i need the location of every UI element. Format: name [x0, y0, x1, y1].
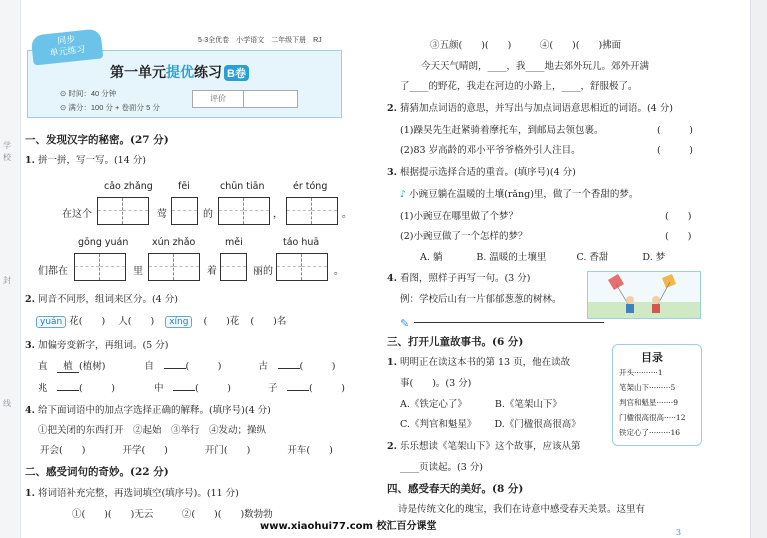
blank-word[interactable]: 人( )	[118, 316, 155, 327]
writing-grid[interactable]	[171, 197, 198, 225]
writing-grid[interactable]	[286, 197, 338, 225]
sound-icon: ♪	[400, 189, 407, 200]
stem-sentence: ♪ 小豌豆躺在温暖的土壤(rǎng)里，做了一个香甜的梦。	[400, 189, 639, 200]
ribbon-line2: 单元练习	[48, 44, 86, 58]
sentence-text: 里	[133, 266, 143, 277]
sentence-text: 的	[203, 209, 213, 220]
section-heading: 二、感受词句的奇妙。(22 分)	[25, 466, 169, 478]
table-of-contents	[612, 344, 702, 446]
sentence-text: 们都在	[38, 266, 68, 277]
pinyin-tag: yuán	[36, 316, 66, 328]
scrollbar[interactable]	[750, 0, 767, 538]
option-row: A.《铁定心了》 B.《笔架山下》	[400, 399, 562, 410]
question: 2. 猜猜加点词语的意思，并写出与加点词语意思相近的词语。(4 分)	[387, 103, 673, 114]
blank-word[interactable]: ( )花	[203, 316, 240, 327]
pinyin: táo huā	[283, 237, 320, 248]
toc-item: 门楹很高很高·····12	[619, 413, 686, 422]
fill-line[interactable]: 今天天气晴朗，____，我____地去郊外玩儿。郊外开满	[421, 61, 650, 72]
sentence-text: 着	[207, 266, 217, 277]
evaluation-label: 评价	[193, 91, 244, 107]
question: 2. 乐乐想读《笔架山下》这个故事，应该从第	[387, 441, 581, 452]
toc-title: 目录	[641, 351, 663, 364]
example-sentence: 例：学校后山有一片郁郁葱葱的树林。	[400, 294, 562, 305]
evaluation-box[interactable]	[192, 90, 298, 108]
fill-line[interactable]: 了____的野花，我走在河边的小路上，____，舒服极了。	[400, 81, 638, 92]
section-heading: 四、感受春天的美好。(8 分)	[387, 483, 524, 495]
pencil-icon: ✎	[400, 317, 410, 330]
question: 1. 明明正在读这本书的第 13 页，他在读故	[387, 357, 571, 368]
question: 4. 给下面词语中的加点字选择正确的解释。(填序号)(4 分)	[25, 405, 271, 416]
time-text: 时间：40 分钟	[68, 89, 117, 98]
question: 4. 看图，照样子再写一句。(3 分)	[387, 273, 531, 284]
question: 1. 拼一拼，写一写。(14 分)	[25, 155, 146, 166]
answer-row[interactable]: 开会( ) 开学( ) 开门( ) 开车( )	[40, 445, 333, 456]
version-badge: B卷	[224, 65, 249, 81]
pinyin: xún zhǎo	[152, 237, 196, 248]
sentence-text: 丽的	[253, 266, 273, 277]
ribbon-line1: 同步	[56, 34, 76, 46]
writing-grid[interactable]	[74, 253, 126, 281]
question: 3. 加偏旁变新字，再组词。(5 分)	[25, 340, 169, 351]
writing-grid[interactable]	[220, 253, 247, 281]
watermark-url: www.xiaohui77.com 校汇百分课堂	[260, 521, 437, 532]
sentence-text: 。	[334, 266, 344, 277]
sentence-text: ，	[273, 209, 283, 220]
section-text: 诗是传统文化的瑰宝，我们在诗意中感受春天美景。这里有	[398, 504, 646, 515]
sentence-text: 在这个	[62, 209, 92, 220]
time-limit: ⊙ 时间：40 分钟	[60, 89, 117, 98]
toc-item: 笔架山下·········5	[619, 383, 676, 392]
section-heading: 三、打开儿童故事书。(6 分)	[387, 336, 524, 348]
pinyin-tag: xíng	[165, 316, 192, 328]
pinyin: cǎo zhǎng	[104, 181, 153, 192]
title-highlight: 提优	[166, 64, 194, 80]
question-cont[interactable]: ____页读起。(3 分)	[400, 462, 483, 473]
toc-item: 开头··········1	[619, 368, 663, 377]
radical-row: 直 植 (植树) 自 ( ) 古 ( )	[38, 358, 335, 373]
pinyin: ér tóng	[293, 181, 328, 192]
fill-row[interactable]: ①( )( )无云 ②( )( )数勃勃	[72, 509, 273, 520]
margin-label: 校	[3, 153, 11, 162]
option-row: A. 躺 B. 温暖的土壤里 C. 香甜 D. 梦	[420, 252, 666, 263]
writing-grid[interactable]	[276, 253, 328, 281]
fill-row[interactable]: ③五颜( )( ) ④( )( )拂面	[430, 40, 622, 51]
question: 1. 将词语补充完整，再选词填空(填序号)。(11 分)	[25, 488, 239, 499]
page-number: 3	[676, 528, 682, 537]
answer-blank[interactable]: ( )	[665, 211, 692, 222]
pinyin: chūn tiān	[220, 181, 265, 192]
answer-blank[interactable]: ( )	[665, 231, 692, 242]
pinyin: gōng yuán	[78, 237, 129, 248]
title-pre: 第一单元	[110, 64, 166, 80]
question: 3. 根据提示选择合适的重音。(填序号)(4 分)	[387, 167, 576, 178]
toc-item: 判官和魁星·······9	[619, 398, 678, 407]
sub-question: (2)83 岁高龄的邓小平爷爷格外引人注目。	[400, 145, 581, 156]
blank-word[interactable]: ( )名	[250, 316, 287, 327]
options-line: ①把关闭的东西打开 ②起始 ③举行 ④发动；操纵	[38, 425, 267, 436]
homophone-row	[36, 313, 286, 327]
margin-label: 封	[3, 276, 11, 285]
page-title	[110, 62, 249, 82]
binding-margin	[0, 0, 21, 538]
pinyin: fēi	[178, 181, 190, 192]
radical-row: 兆 ( ) 中 ( ) 子 ( )	[38, 383, 345, 394]
kids-flying-kites-illustration	[587, 271, 701, 319]
question: 2. 同音不同形，组词来区分。(4 分)	[25, 294, 178, 305]
full-score: ⊙ 满分：100 分 + 卷面分 5 分	[60, 103, 160, 112]
title-post: 练习	[194, 64, 222, 80]
toc-item: 铁定心了·········16	[619, 428, 680, 437]
writing-grid[interactable]	[218, 197, 270, 225]
sentence-text: 。	[342, 209, 352, 220]
answer-blank[interactable]: ( )	[657, 125, 693, 136]
blank-word[interactable]: 花( )	[69, 316, 106, 327]
question-cont[interactable]: 事( )。(3 分)	[400, 378, 472, 389]
writing-grid[interactable]	[97, 197, 149, 225]
section-heading: 一、发现汉字的秘密。(27 分)	[25, 134, 169, 146]
sub-question: (1)躁昊先生赶紧骑着摩托车，到邮局去领包裹。	[400, 125, 604, 136]
margin-label: 线	[3, 399, 11, 408]
book-info: 5·3全优卷 小学语文 二年级下册 RJ	[198, 37, 322, 44]
option-row: C.《判官和魁星》 D.《门楹很高很高》	[400, 419, 581, 430]
margin-label: 学	[3, 141, 11, 150]
score-text: 满分：100 分 + 卷面分 5 分	[68, 103, 160, 112]
writing-line[interactable]	[414, 322, 604, 323]
sub-question: (2)小豌豆做了一个怎样的梦？	[400, 231, 528, 242]
pinyin: měi	[225, 237, 243, 248]
writing-grid[interactable]	[148, 253, 200, 281]
answer-blank[interactable]: ( )	[657, 145, 693, 156]
sentence-text: 莺	[157, 209, 167, 220]
sub-question: (1)小豌豆在哪里做了个梦？	[400, 211, 518, 222]
